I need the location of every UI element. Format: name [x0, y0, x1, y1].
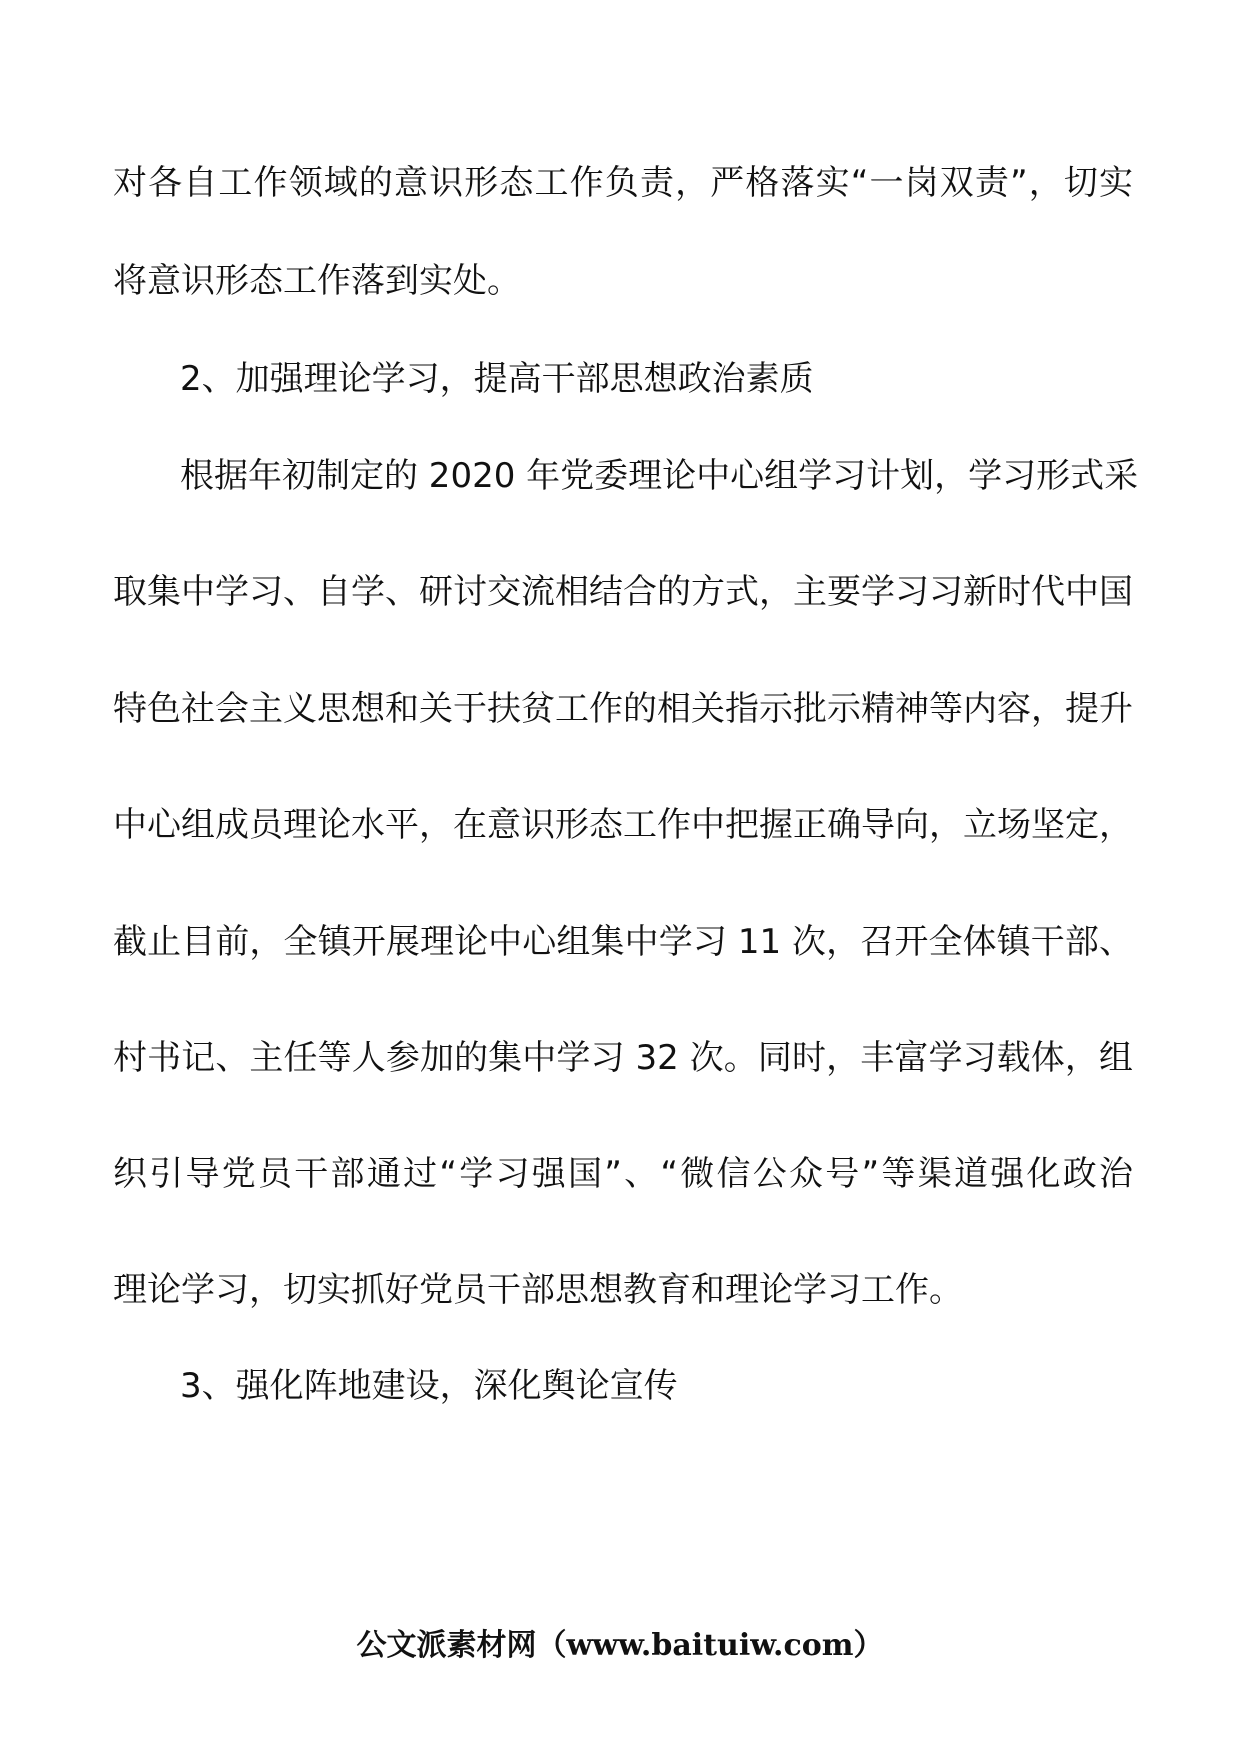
body-text-line: 织引导党员干部通过“学习强国”、“微信公众号”等渠道强化政治: [113, 1154, 1133, 1194]
body-text-line: 对各自工作领域的意识形态工作负责，严格落实“一岗双责”，切实: [113, 163, 1133, 203]
body-text-line: 截止目前，全镇开展理论中心组集中学习 11 次，召开全体镇干部、: [113, 922, 1133, 962]
body-text-line: 中心组成员理论水平，在意识形态工作中把握正确导向，立场坚定，: [113, 805, 1133, 845]
body-text-line: 特色社会主义思想和关于扶贫工作的相关指示批示精神等内容，提升: [113, 689, 1133, 729]
body-text-line: 理论学习，切实抓好党员干部思想教育和理论学习工作。: [113, 1270, 963, 1310]
footer-watermark: 公文派素材网（www.baituiw.com）: [356, 1628, 884, 1663]
body-text-line: 取集中学习、自学、研讨交流相结合的方式，主要学习习新时代中国: [113, 572, 1133, 612]
body-text-line: 根据年初制定的 2020 年党委理论中心组学习计划，学习形式采: [180, 456, 1139, 496]
body-text-line: 将意识形态工作落到实处。: [113, 261, 521, 301]
section-heading: 2、加强理论学习，提高干部思想政治素质: [180, 359, 814, 399]
section-heading: 3、强化阵地建设，深化舆论宣传: [180, 1366, 678, 1406]
body-text-line: 村书记、主任等人参加的集中学习 32 次。同时，丰富学习载体，组: [113, 1038, 1133, 1078]
